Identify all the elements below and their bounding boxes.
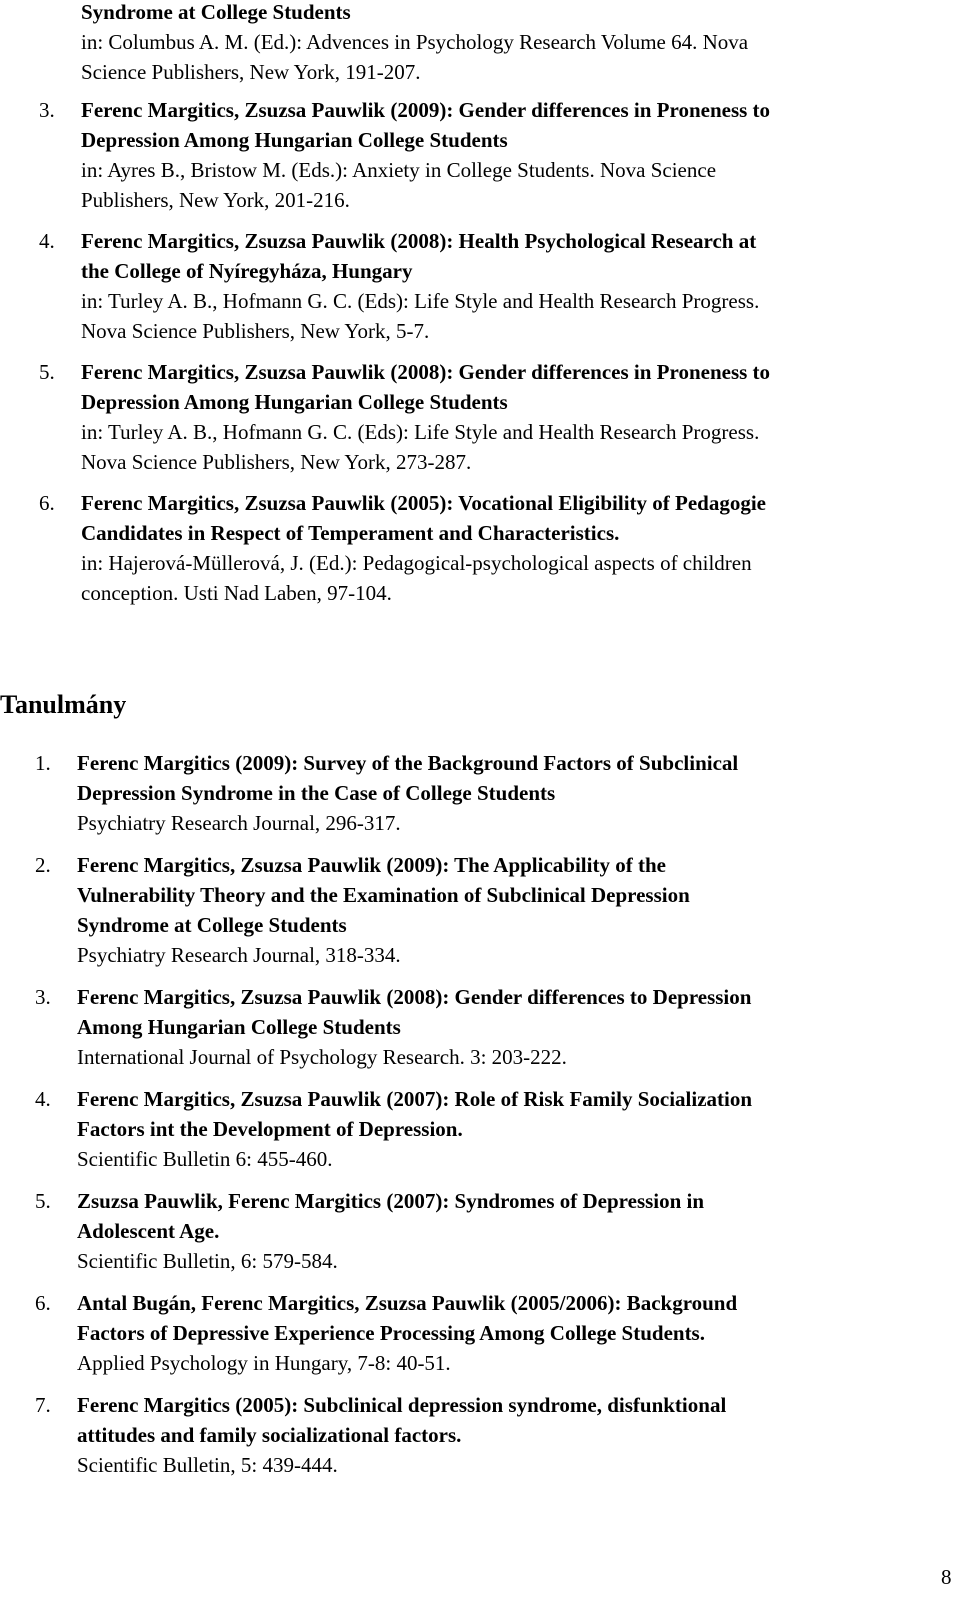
reference-title-line: Antal Bugán, Ferenc Margitics, Zsuzsa Pauwlik (2005/2006): Background: [77, 1291, 738, 1315]
reference-title-line: Zsuzsa Pauwlik, Ferenc Margitics (2007): Syndromes of Depression in: [77, 1189, 705, 1213]
reference-title-line: Ferenc Margitics, Zsuzsa Pauwlik (2008): Health Psychological Research at: [81, 229, 757, 253]
item-number: 5.: [35, 1189, 51, 1213]
previous-item-continuation: [81, 0, 748, 87]
reference-title-line: Ferenc Margitics, Zsuzsa Pauwlik (2007): Role of Risk Family Socialization: [77, 1087, 753, 1111]
item-number: 7.: [35, 1393, 51, 1417]
reference-item: [39, 95, 771, 215]
reference-source-line: International Journal of Psychology Research. 3: 203-222.: [77, 1045, 567, 1069]
reference-source-line: Psychiatry Research Journal, 318-334.: [77, 943, 401, 967]
reference-title-line: Ferenc Margitics, Zsuzsa Pauwlik (2009): The Applicability of the: [77, 853, 666, 877]
reference-title-line: Ferenc Margitics, Zsuzsa Pauwlik (2008): Gender differences to Depression: [77, 985, 752, 1009]
reference-source-line: Nova Science Publishers, New York, 5-7.: [81, 319, 430, 343]
continuation-source-line: Science Publishers, New York, 191-207.: [81, 60, 421, 84]
reference-source-line: in: Ayres B., Bristow M. (Eds.): Anxiety in College Students. Nova Science: [81, 158, 717, 182]
reference-title-line: Depression Among Hungarian College Students: [81, 390, 508, 414]
reference-item: [35, 1084, 753, 1174]
reference-source-line: in: Turley A. B., Hofmann G. C. (Eds): Life Style and Health Research Progress.: [81, 420, 760, 444]
reference-source-line: Scientific Bulletin, 6: 579-584.: [77, 1249, 338, 1273]
item-number: 4.: [39, 229, 55, 253]
reference-source-line: Psychiatry Research Journal, 296-317.: [77, 811, 401, 835]
item-number: 6.: [39, 491, 55, 515]
book-chapters-list: [39, 95, 771, 619]
reference-title-line: Factors int the Development of Depression.: [77, 1117, 463, 1141]
reference-source-line: Scientific Bulletin 6: 455-460.: [77, 1147, 333, 1171]
item-number: 3.: [35, 985, 51, 1009]
reference-title-line: Ferenc Margitics (2009): Survey of the Background Factors of Subclinical: [77, 751, 739, 775]
reference-source-line: in: Hajerová-Müllerová, J. (Ed.): Pedagogical-psychological aspects of children: [81, 551, 752, 575]
reference-title-line: Among Hungarian College Students: [77, 1015, 401, 1039]
section-title: Tanulmány: [0, 690, 127, 719]
reference-source-line: Applied Psychology in Hungary, 7-8: 40-51.: [77, 1351, 451, 1375]
reference-title-line: Depression Syndrome in the Case of College Students: [77, 781, 556, 805]
reference-source-line: Scientific Bulletin, 5: 439-444.: [77, 1453, 338, 1477]
reference-source-line: conception. Usti Nad Laben, 97-104.: [81, 581, 392, 605]
reference-item: [35, 1288, 752, 1378]
reference-title-line: Ferenc Margitics, Zsuzsa Pauwlik (2009): Gender differences in Proneness to: [81, 98, 771, 122]
reference-source-line: Nova Science Publishers, New York, 273-287.: [81, 450, 472, 474]
reference-title-line: Adolescent Age.: [77, 1219, 220, 1243]
reference-title-line: Ferenc Margitics (2005): Subclinical depression syndrome, disfunktional: [77, 1393, 727, 1417]
item-number: 5.: [39, 360, 55, 384]
reference-item: [39, 488, 770, 608]
item-number: 4.: [35, 1087, 51, 1111]
reference-title-line: Factors of Depressive Experience Processing Among College Students.: [77, 1321, 705, 1345]
reference-item: [39, 357, 771, 477]
reference-title-line: Syndrome at College Students: [77, 913, 347, 937]
reference-title-line: Vulnerability Theory and the Examination of Subclinical Depression: [77, 883, 690, 907]
item-number: 2.: [35, 853, 51, 877]
reference-item: [35, 1390, 752, 1480]
reference-source-line: Publishers, New York, 201-216.: [81, 188, 350, 212]
item-number: 3.: [39, 98, 55, 122]
reference-item: [35, 1186, 752, 1276]
page-number: 8: [941, 1565, 952, 1589]
continuation-source-line: in: Columbus A. M. (Ed.): Advences in Psychology Research Volume 64. Nova: [81, 30, 749, 54]
item-number: 1.: [35, 751, 51, 775]
studies-list: [35, 748, 753, 1492]
reference-title-line: Ferenc Margitics, Zsuzsa Pauwlik (2005): Vocational Eligibility of Pedagogie: [81, 491, 766, 515]
continuation-title-line: Syndrome at College Students: [81, 0, 351, 24]
item-number: 6.: [35, 1291, 51, 1315]
reference-title-line: Candidates in Respect of Temperament and Characteristics.: [81, 521, 620, 545]
reference-title-line: the College of Nyíregyháza, Hungary: [81, 259, 413, 283]
reference-title-line: attitudes and family socializational factors.: [77, 1423, 462, 1447]
reference-item: [39, 226, 770, 346]
reference-title-line: Depression Among Hungarian College Students: [81, 128, 508, 152]
reference-item: [35, 982, 752, 1072]
reference-item: [35, 850, 752, 970]
reference-title-line: Ferenc Margitics, Zsuzsa Pauwlik (2008): Gender differences in Proneness to: [81, 360, 771, 384]
reference-item: [35, 748, 752, 838]
reference-source-line: in: Turley A. B., Hofmann G. C. (Eds): Life Style and Health Research Progress.: [81, 289, 760, 313]
